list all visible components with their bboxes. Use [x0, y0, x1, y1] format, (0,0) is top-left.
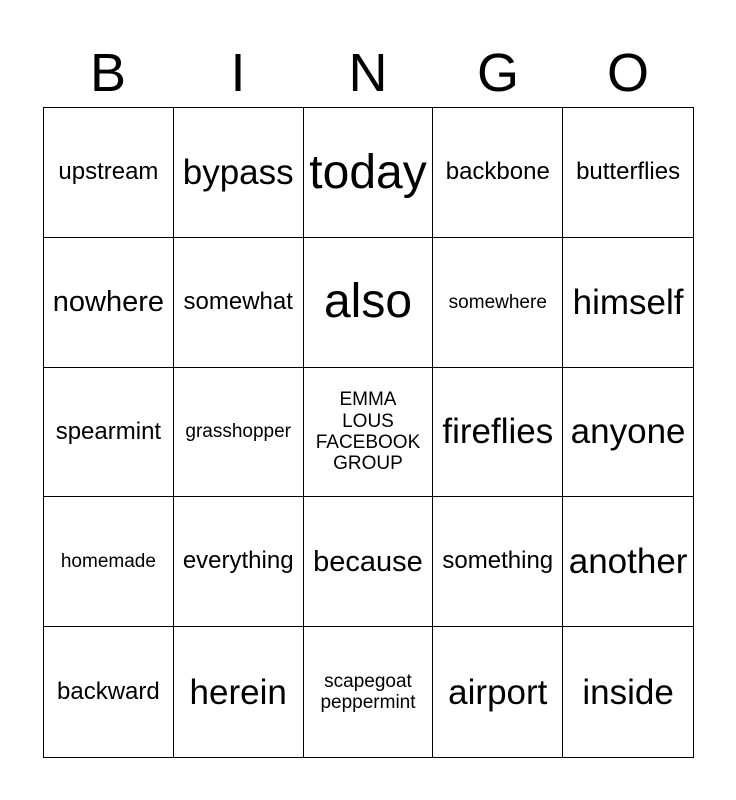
- bingo-cell[interactable]: spearmint: [44, 368, 174, 498]
- bingo-cell[interactable]: backward: [44, 627, 174, 757]
- bingo-cell[interactable]: backbone: [433, 108, 563, 238]
- bingo-cell[interactable]: also: [304, 238, 434, 368]
- bingo-cell[interactable]: something: [433, 497, 563, 627]
- bingo-cell[interactable]: upstream: [44, 108, 174, 238]
- bingo-cell[interactable]: somewhere: [433, 238, 563, 368]
- header-letter-g: G: [476, 43, 519, 103]
- free-space-cell[interactable]: EMMA LOUS FACEBOOK GROUP: [304, 368, 434, 498]
- bingo-cell[interactable]: everything: [174, 497, 304, 627]
- header-letter-o: O: [606, 43, 649, 103]
- bingo-cell[interactable]: grasshopper: [174, 368, 304, 498]
- bingo-cell[interactable]: airport: [433, 627, 563, 757]
- bingo-cell[interactable]: butterflies: [563, 108, 693, 238]
- bingo-cell[interactable]: another: [563, 497, 693, 627]
- bingo-cell[interactable]: homemade: [44, 497, 174, 627]
- bingo-cell[interactable]: herein: [174, 627, 304, 757]
- bingo-cell[interactable]: inside: [582, 672, 674, 712]
- bingo-cell[interactable]: himself: [563, 238, 693, 368]
- header-letter-n: N: [348, 43, 388, 103]
- header-letter-i: I: [230, 43, 246, 103]
- bingo-cell[interactable]: bypass: [174, 108, 304, 238]
- bingo-cell[interactable]: nowhere: [44, 238, 174, 368]
- bingo-cell[interactable]: fireflies: [433, 368, 563, 498]
- bingo-cell[interactable]: anyone: [563, 368, 693, 498]
- bingo-cell[interactable]: somewhat: [174, 238, 304, 368]
- header-letter-b: B: [89, 43, 127, 103]
- bingo-cell[interactable]: scapegoat peppermint: [304, 627, 434, 757]
- bingo-board: [43, 107, 694, 758]
- bingo-cell[interactable]: today: [304, 108, 434, 238]
- bingo-cell[interactable]: because: [304, 497, 434, 627]
- bingo-header: [43, 40, 693, 106]
